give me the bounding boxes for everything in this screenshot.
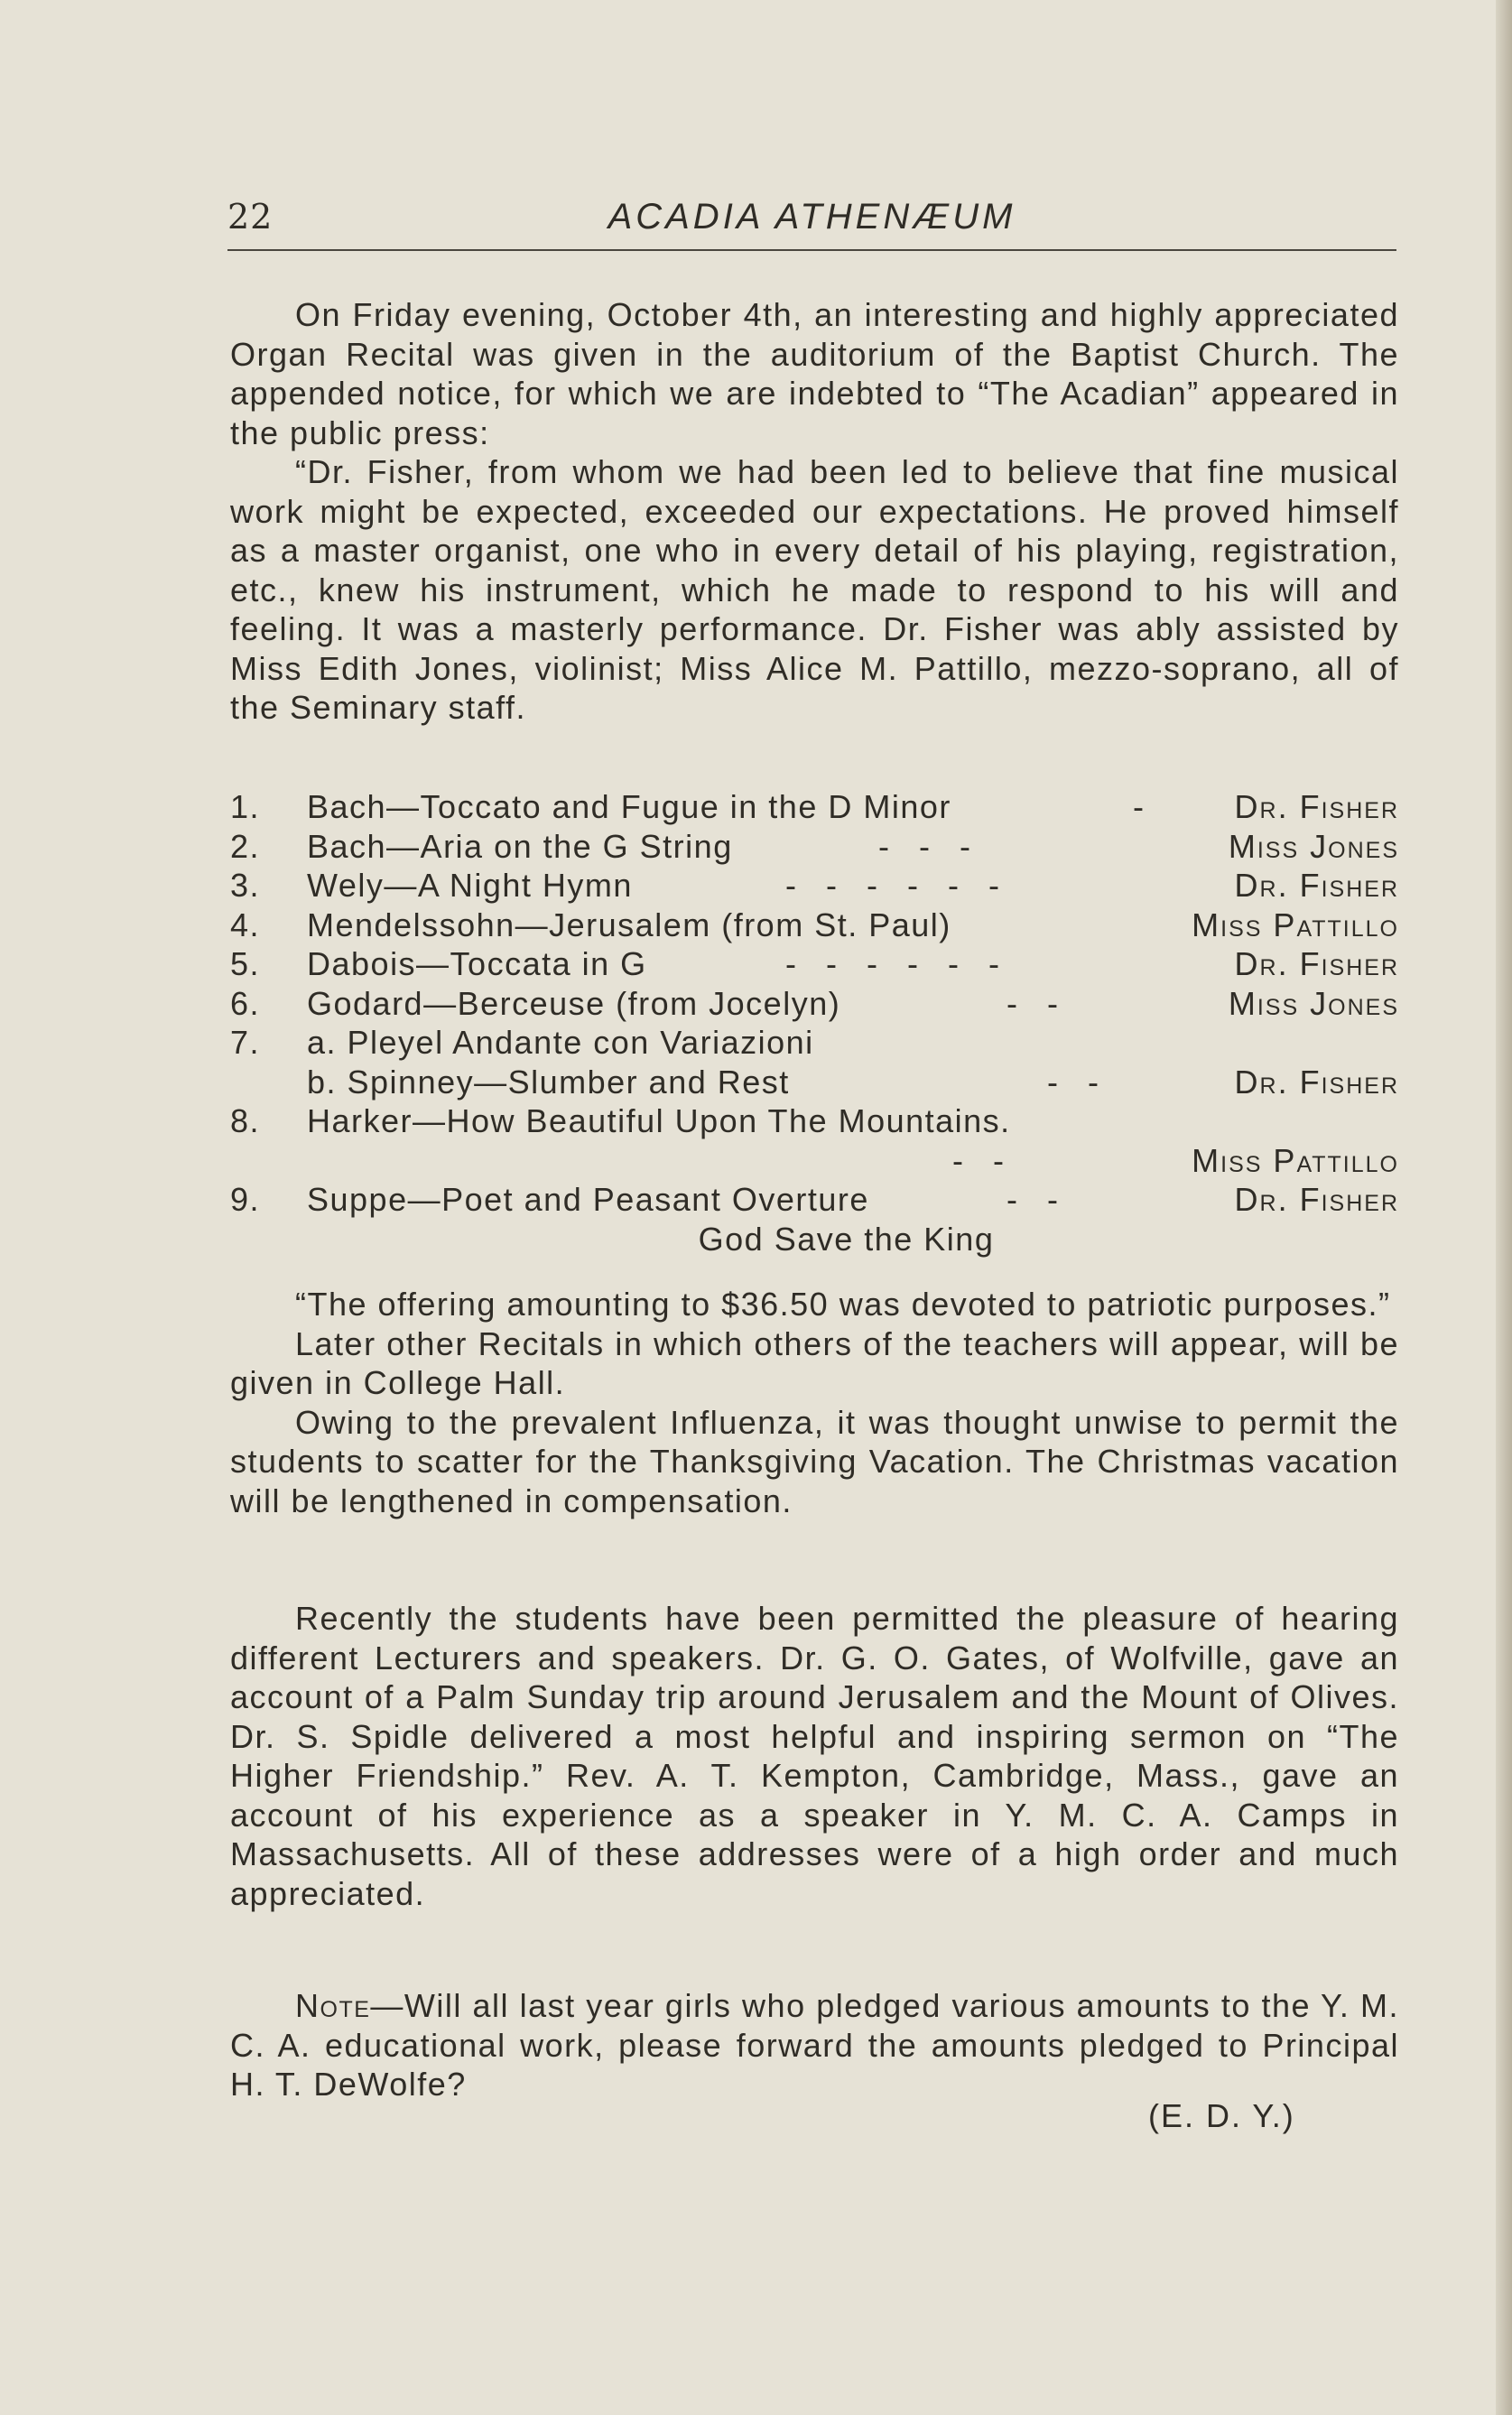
program-item <box>230 827 1399 867</box>
program-item-piece: a. Pleyel Andante con Variazioni <box>307 1024 814 1061</box>
program-item-dashes: - - <box>1006 1181 1060 1218</box>
program-item <box>230 1023 1399 1063</box>
recital-article <box>230 295 1399 728</box>
program-item-number: 6. <box>230 984 261 1022</box>
program-item-performer: Miss Jones <box>1228 984 1399 1022</box>
header-rule <box>227 249 1396 251</box>
recital-intro-paragraph: On Friday evening, October 4th, an interesting and highly appreciated Organ Recital was given in the auditorium of the Baptist Church. The appended notice, for which we are indebted to “The Acadian” appeared in the public press: <box>230 296 1399 451</box>
program-item-dashes: - - - <box>878 827 972 865</box>
recital-program <box>230 787 1399 1259</box>
program-item-number: 4. <box>230 906 261 943</box>
program-item <box>230 906 1399 945</box>
program-item-number: 5. <box>230 945 261 982</box>
program-item-performer: Miss Pattillo <box>1192 906 1399 943</box>
program-item-number: 3. <box>230 867 261 904</box>
program-item <box>230 1101 1399 1141</box>
program-item-dashes: - - - - - - <box>785 945 1001 982</box>
program-item-number: 9. <box>230 1181 261 1218</box>
program-item-performer: Miss Jones <box>1228 827 1399 865</box>
program-item-piece: Bach—Toccato and Fugue in the D Minor <box>307 788 951 825</box>
program-item-performer: Miss Pattillo <box>1192 1141 1399 1179</box>
program-item-number: 1. <box>230 788 261 825</box>
note-paragraph <box>230 1986 1399 2104</box>
program-item-piece: Harker—How Beautiful Upon The Mountains. <box>307 1102 1011 1139</box>
program-item-dashes: - - <box>1047 1063 1100 1101</box>
note-label: Note <box>295 1987 371 2024</box>
program-item-number: 2. <box>230 827 261 865</box>
program-item-dashes: - - <box>1006 984 1060 1022</box>
program-item <box>230 1180 1399 1220</box>
program-item-piece: b. Spinney—Slumber and Rest <box>307 1063 790 1101</box>
lecturers-paragraph: Recently the students have been permitted the pleasure of hearing different Lecturers and speakers. Dr. G. O. Gates, of Wolfville, gave an account of a Palm Sunday trip around Jerusalem and the Mount of Olives. Dr. S. Spidle delivered a most helpful and inspiring sermon on “The Higher Friendship.” Rev. A. T. Kempton, Cambridge, Mass., gave an account of his experience as a speaker in Y. M. C. A. Camps in Massachusetts. All of these addresses were of a high order and much appreciated. <box>230 1600 1399 1912</box>
program-item-performer: Dr. Fisher <box>1234 1181 1399 1218</box>
page-header <box>227 197 1396 244</box>
recital-followup <box>230 1285 1399 1520</box>
program-item-performer: Dr. Fisher <box>1234 788 1399 825</box>
program-item-performer: Dr. Fisher <box>1234 945 1399 982</box>
program-item <box>230 944 1399 984</box>
program-item-number: 7. <box>230 1024 261 1061</box>
program-item-piece: Wely—A Night Hymn <box>307 867 633 904</box>
program-item-number: 8. <box>230 1102 261 1139</box>
program-item-piece: Dabois—Toccata in G <box>307 945 647 982</box>
program-item-performer: Dr. Fisher <box>1234 867 1399 904</box>
program-item-piece: Bach—Aria on the G String <box>307 827 733 865</box>
program-item-dashes: - - - - - - <box>785 867 1001 904</box>
note-article <box>230 1986 1399 2104</box>
program-item-dashes: - <box>1133 788 1146 825</box>
program-item <box>230 1063 1399 1102</box>
signature-initials: (E. D. Y.) <box>1148 2097 1295 2134</box>
offering-paragraph: “The offering amounting to $36.50 was devoted to patriotic purposes.” <box>295 1286 1391 1323</box>
program-item-piece: Mendelssohn—Jerusalem (from St. Paul) <box>307 906 951 943</box>
program-item <box>230 1141 1399 1181</box>
influenza-paragraph: Owing to the prevalent Influenza, it was thought unwise to permit the students to scatter for the Thanksgiving Vacation. The Christmas vacation will be lengthened in compensation. <box>230 1403 1399 1519</box>
page-edge <box>1496 0 1512 2415</box>
note-text: —Will all last year girls who pledged various amounts to the Y. M. C. A. educational work, please forward the amounts pledged to Principal H. T. DeWolfe? <box>230 1987 1399 2103</box>
later-recitals-paragraph: Later other Recitals in which others of the teachers will appear, will be given in College Hall. <box>230 1324 1399 1401</box>
lecturers-article <box>230 1599 1399 1913</box>
program-item-dashes: - - <box>952 1141 1006 1179</box>
program-item-piece: Godard—Berceuse (from Jocelyn) <box>307 984 841 1022</box>
acadian-quote-paragraph: “Dr. Fisher, from whom we had been led to believe that fine musical work might be expected, exceeded our expectations. He proved himself as a master organist, one who in every detail of his playing, registration, etc., knew his instrument, which he made to respond to his will and feeling. It was a masterly performance. Dr. Fisher was ably assisted by Miss Edith Jones, violinist; Miss Alice M. Pattillo, mezzo-soprano, all of the Seminary staff. <box>230 453 1399 726</box>
program-item <box>230 984 1399 1024</box>
program-item-performer: Dr. Fisher <box>1234 1063 1399 1101</box>
program-item <box>230 866 1399 906</box>
program-closing: God Save the King <box>698 1220 995 1258</box>
journal-title: ACADIA ATHENÆUM <box>608 197 1016 237</box>
program-item-piece: Suppe—Poet and Peasant Overture <box>307 1181 869 1218</box>
program-item <box>230 787 1399 827</box>
page-number: 22 <box>227 197 274 237</box>
